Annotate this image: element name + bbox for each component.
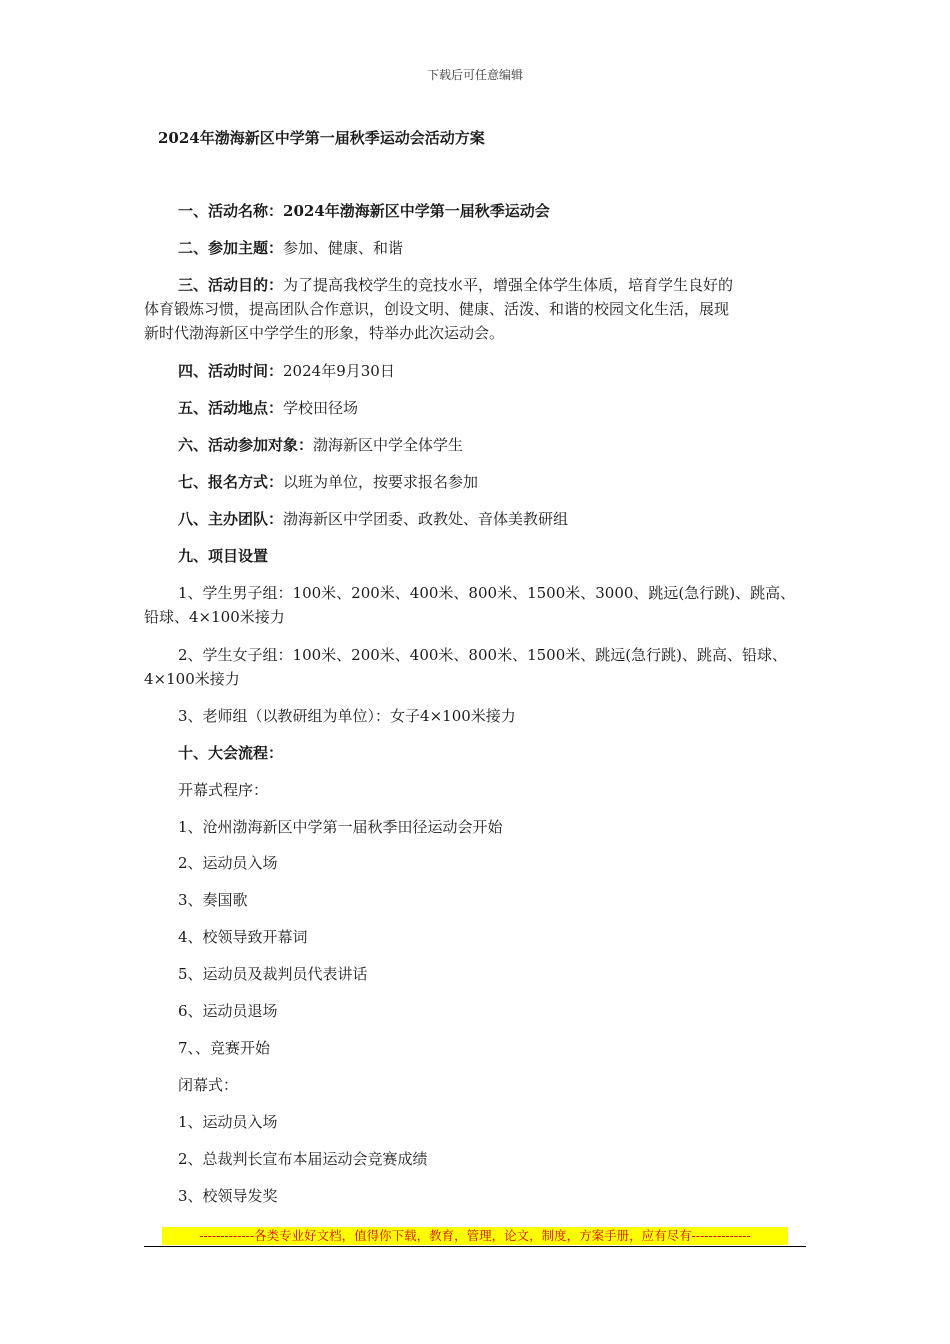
section-label: 四、活动时间： (178, 362, 284, 380)
list-item: 3、校领导发奖 (178, 1187, 278, 1205)
section-activity-name (178, 201, 550, 221)
opening-heading: 开幕式程序： (178, 781, 269, 799)
footer-divider (144, 1246, 806, 1247)
section-purpose-line2: 体育锻炼习惯，提高团队合作意识，创设文明、健康、活泼、和谐的校园文化生活，展现 (144, 300, 730, 318)
section-label: 二、参加主题： (178, 239, 284, 257)
section-value: 学校田径场 (283, 399, 359, 417)
section-value: 2024年9月30日 (283, 362, 395, 380)
section-time (178, 361, 395, 381)
list-item: 3、奏国歌 (178, 891, 248, 909)
closing-heading: 闭幕式： (178, 1076, 239, 1094)
events-teacher: 3、老师组（以教研组为单位）：女子4×100米接力 (178, 707, 516, 725)
section-value: 为了提高我校学生的竞技水平，增强全体学生体质，培育学生良好的 (283, 276, 734, 294)
section-label: 七、报名方式： (178, 473, 284, 491)
list-item: 6、运动员退场 (178, 1002, 278, 1020)
footer-banner: -------------各类专业好文档，值得你下载，教育，管理，论文，制度，方案手册，应有尽有-------------- (162, 1227, 788, 1245)
section-procedure-heading: 十、大会流程： (178, 744, 284, 762)
events-male-line2: 铅球、4×100米接力 (144, 608, 285, 626)
events-female-line1: 2、学生女子组：100米、200米、400米、800米、1500米、跳远(急行跳)、跳高、铅球、 (178, 646, 787, 664)
events-female-line2: 4×100米接力 (144, 670, 240, 688)
section-organizers (178, 509, 568, 529)
list-item: 2、运动员入场 (178, 854, 278, 872)
section-value: 以班为单位，按要求报名参加 (283, 473, 479, 491)
section-theme (178, 238, 403, 258)
section-registration (178, 472, 478, 492)
section-purpose (178, 275, 733, 295)
section-value: 渤海新区中学团委、政教处、音体美教研组 (283, 510, 569, 528)
section-label: 八、主办团队： (178, 510, 284, 528)
document-title: 2024年渤海新区中学第一届秋季运动会活动方案 (158, 129, 485, 147)
list-item: 4、校领导致开幕词 (178, 928, 308, 946)
list-item: 1、沧州渤海新区中学第一届秋季田径运动会开始 (178, 818, 503, 836)
section-value: 参加、健康、和谐 (283, 239, 404, 257)
list-item: 2、总裁判长宣布本届运动会竞赛成绩 (178, 1150, 428, 1168)
section-label: 一、活动名称： (178, 202, 284, 220)
events-male-line1: 1、学生男子组：100米、200米、400米、800米、1500米、3000、跳远(急行跳)、跳高、 (178, 584, 796, 602)
section-purpose-line3: 新时代渤海新区中学学生的形象，特举办此次运动会。 (144, 324, 505, 342)
section-participants (178, 435, 463, 455)
list-item: 1、运动员入场 (178, 1113, 278, 1131)
list-item: 5、运动员及裁判员代表讲话 (178, 965, 368, 983)
section-value: 2024年渤海新区中学第一届秋季运动会 (283, 202, 550, 220)
section-label: 三、活动目的： (178, 276, 284, 294)
header-note: 下载后可任意编辑 (426, 68, 523, 82)
list-item: 7、、竞赛开始 (178, 1039, 271, 1057)
section-value: 渤海新区中学全体学生 (313, 436, 464, 454)
section-location (178, 398, 358, 418)
section-events-heading: 九、项目设置 (178, 547, 269, 565)
section-label: 五、活动地点： (178, 399, 284, 417)
section-label: 六、活动参加对象： (178, 436, 314, 454)
